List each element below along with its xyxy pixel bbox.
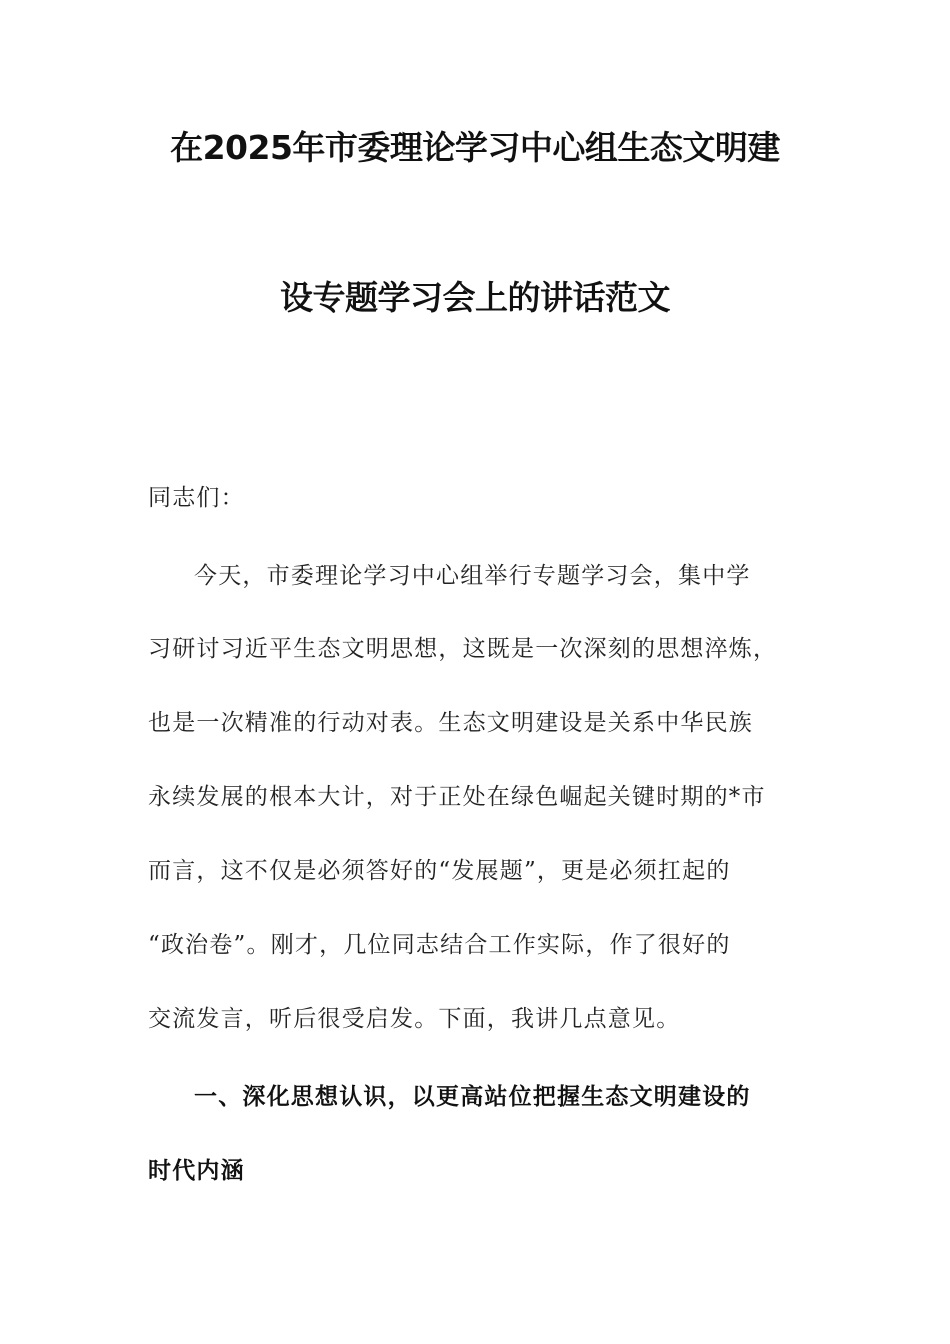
- paragraph-1-line-3: 也是一次精准的行动对表。生态文明建设是关系中华民族: [148, 710, 753, 736]
- paragraph-1-line-7: 交流发言，听后很受启发。下面，我讲几点意见。: [148, 1006, 681, 1032]
- paragraph-1-line-2: 习研讨习近平生态文明思想，这既是一次深刻的思想淬炼，: [148, 636, 778, 662]
- paragraph-1-line-6: “政治卷”。刚才，几位同志结合工作实际，作了很好的: [148, 932, 731, 958]
- section-1-heading-line-2: 时代内涵: [148, 1157, 245, 1184]
- section-1-heading-line-1: 一、深化思想认识，以更高站位把握生态文明建设的: [194, 1083, 751, 1110]
- document-title-line-1: 在2025年市委理论学习中心组生态文明建: [170, 128, 780, 167]
- document-title-line-2: 设专题学习会上的讲话范文: [280, 278, 670, 317]
- paragraph-1-line-5: 而言，这不仅是必须答好的“发展题”，更是必须扛起的: [148, 858, 731, 884]
- paragraph-1-line-4: 永续发展的根本大计，对于正处在绿色崛起关键时期的*市: [148, 784, 766, 810]
- paragraph-1-line-1: 今天，市委理论学习中心组举行专题学习会，集中学: [194, 563, 751, 589]
- salutation: 同志们：: [148, 485, 245, 511]
